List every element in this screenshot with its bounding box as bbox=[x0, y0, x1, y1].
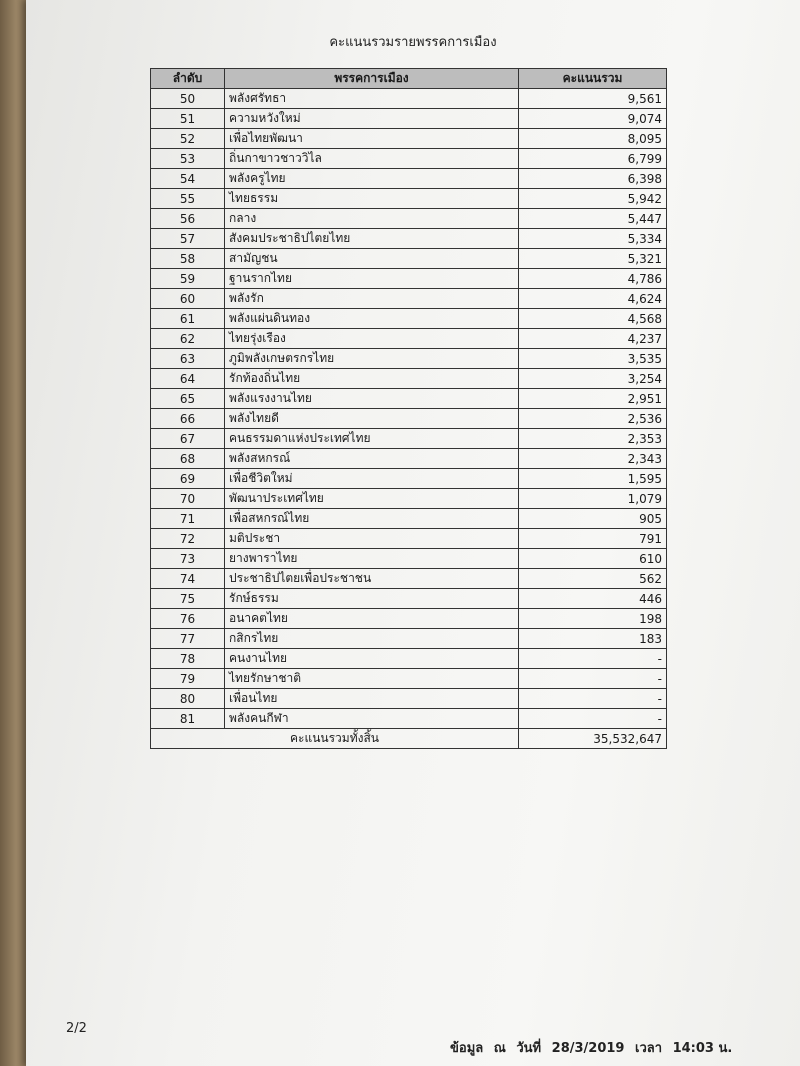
header-party: พรรคการเมือง bbox=[225, 69, 519, 89]
row-rank: 53 bbox=[151, 149, 225, 169]
row-votes: 8,095 bbox=[519, 129, 667, 149]
row-votes: 1,079 bbox=[519, 489, 667, 509]
row-votes: 5,942 bbox=[519, 189, 667, 209]
row-votes: 9,561 bbox=[519, 89, 667, 109]
table-row bbox=[151, 629, 667, 649]
row-party: มติประชา bbox=[225, 529, 519, 549]
row-party: ไทยธรรม bbox=[225, 189, 519, 209]
row-rank: 72 bbox=[151, 529, 225, 549]
header-votes: คะแนนรวม bbox=[519, 69, 667, 89]
table-row bbox=[151, 569, 667, 589]
row-party: กสิกรไทย bbox=[225, 629, 519, 649]
document-title: คะแนนรวมรายพรรคการเมือง bbox=[329, 35, 497, 50]
row-party: ภูมิพลังเกษตรกรไทย bbox=[225, 349, 519, 369]
row-rank: 79 bbox=[151, 669, 225, 689]
row-party: พลังคนกีฬา bbox=[225, 709, 519, 729]
row-votes: - bbox=[519, 669, 667, 689]
row-rank: 73 bbox=[151, 549, 225, 569]
row-party: ถิ่นกาขาวชาววิไล bbox=[225, 149, 519, 169]
row-votes: 905 bbox=[519, 509, 667, 529]
document-page bbox=[26, 0, 800, 1066]
header-rank: ลำดับ bbox=[151, 69, 225, 89]
row-rank: 60 bbox=[151, 289, 225, 309]
footer-label-time: เวลา bbox=[635, 1041, 663, 1056]
row-party: พลังแผ่นดินทอง bbox=[225, 309, 519, 329]
table-row bbox=[151, 109, 667, 129]
total-votes: 35,532,647 bbox=[519, 729, 667, 749]
results-table bbox=[150, 68, 667, 749]
row-rank: 59 bbox=[151, 269, 225, 289]
row-rank: 71 bbox=[151, 509, 225, 529]
row-party: ฐานรากไทย bbox=[225, 269, 519, 289]
row-votes: 562 bbox=[519, 569, 667, 589]
row-votes: 4,568 bbox=[519, 309, 667, 329]
row-votes: 2,536 bbox=[519, 409, 667, 429]
table-row bbox=[151, 129, 667, 149]
row-votes: 2,951 bbox=[519, 389, 667, 409]
row-party: ประชาธิปไตยเพื่อประชาชน bbox=[225, 569, 519, 589]
row-rank: 50 bbox=[151, 89, 225, 109]
table-row bbox=[151, 269, 667, 289]
table-row bbox=[151, 289, 667, 309]
total-label: คะแนนรวมทั้งสิ้น bbox=[151, 729, 519, 749]
table-row bbox=[151, 229, 667, 249]
total-row bbox=[151, 729, 667, 749]
table-row bbox=[151, 309, 667, 329]
row-rank: 74 bbox=[151, 569, 225, 589]
row-votes: 4,786 bbox=[519, 269, 667, 289]
row-party: พลังแรงงานไทย bbox=[225, 389, 519, 409]
row-votes: 9,074 bbox=[519, 109, 667, 129]
table-row bbox=[151, 589, 667, 609]
table-row bbox=[151, 89, 667, 109]
table-row bbox=[151, 369, 667, 389]
row-party: ยางพาราไทย bbox=[225, 549, 519, 569]
footer-time: 14:03 น. bbox=[672, 1041, 733, 1056]
row-rank: 80 bbox=[151, 689, 225, 709]
row-rank: 68 bbox=[151, 449, 225, 469]
row-rank: 75 bbox=[151, 589, 225, 609]
table-row bbox=[151, 149, 667, 169]
row-party: พลังสหกรณ์ bbox=[225, 449, 519, 469]
row-party: สามัญชน bbox=[225, 249, 519, 269]
row-rank: 52 bbox=[151, 129, 225, 149]
row-rank: 61 bbox=[151, 309, 225, 329]
row-votes: 5,321 bbox=[519, 249, 667, 269]
table-row bbox=[151, 669, 667, 689]
row-party: สังคมประชาธิปไตยไทย bbox=[225, 229, 519, 249]
row-votes: 446 bbox=[519, 589, 667, 609]
row-rank: 62 bbox=[151, 329, 225, 349]
row-votes: - bbox=[519, 689, 667, 709]
row-votes: 2,353 bbox=[519, 429, 667, 449]
footer-label-date: วันที่ bbox=[516, 1041, 542, 1056]
row-votes: 3,254 bbox=[519, 369, 667, 389]
row-rank: 63 bbox=[151, 349, 225, 369]
row-votes: 1,595 bbox=[519, 469, 667, 489]
row-votes: 6,799 bbox=[519, 149, 667, 169]
row-party: พลังครูไทย bbox=[225, 169, 519, 189]
row-rank: 77 bbox=[151, 629, 225, 649]
table-row bbox=[151, 649, 667, 669]
row-party: ไทยรุ่งเรือง bbox=[225, 329, 519, 349]
footer-label-data: ข้อมูล bbox=[450, 1041, 484, 1056]
row-party: พลังไทยดี bbox=[225, 409, 519, 429]
row-party: เพื่อไทยพัฒนา bbox=[225, 129, 519, 149]
row-votes: 198 bbox=[519, 609, 667, 629]
row-rank: 51 bbox=[151, 109, 225, 129]
table-row bbox=[151, 529, 667, 549]
timestamp-footer bbox=[450, 1037, 738, 1058]
row-rank: 81 bbox=[151, 709, 225, 729]
row-votes: - bbox=[519, 649, 667, 669]
table-row bbox=[151, 489, 667, 509]
table-row bbox=[151, 549, 667, 569]
row-party: พัฒนาประเทศไทย bbox=[225, 489, 519, 509]
row-votes: 4,237 bbox=[519, 329, 667, 349]
table-row bbox=[151, 209, 667, 229]
row-votes: 5,334 bbox=[519, 229, 667, 249]
row-rank: 54 bbox=[151, 169, 225, 189]
row-party: พลังรัก bbox=[225, 289, 519, 309]
row-rank: 57 bbox=[151, 229, 225, 249]
row-party: อนาคตไทย bbox=[225, 609, 519, 629]
table-row bbox=[151, 329, 667, 349]
footer-label-at: ณ bbox=[493, 1041, 506, 1056]
row-rank: 65 bbox=[151, 389, 225, 409]
row-party: เพื่อสหกรณ์ไทย bbox=[225, 509, 519, 529]
footer-date: 28/3/2019 bbox=[551, 1041, 625, 1056]
row-party: เพื่อชีวิตใหม่ bbox=[225, 469, 519, 489]
table-row bbox=[151, 189, 667, 209]
table-row bbox=[151, 689, 667, 709]
row-party: กลาง bbox=[225, 209, 519, 229]
table-row bbox=[151, 169, 667, 189]
table-row bbox=[151, 469, 667, 489]
row-votes: 2,343 bbox=[519, 449, 667, 469]
row-votes: 5,447 bbox=[519, 209, 667, 229]
table-row bbox=[151, 389, 667, 409]
row-votes: - bbox=[519, 709, 667, 729]
row-rank: 64 bbox=[151, 369, 225, 389]
row-rank: 78 bbox=[151, 649, 225, 669]
table-row bbox=[151, 349, 667, 369]
page-number: 2/2 bbox=[66, 1021, 87, 1036]
table-row bbox=[151, 609, 667, 629]
row-rank: 69 bbox=[151, 469, 225, 489]
row-party: รักท้องถิ่นไทย bbox=[225, 369, 519, 389]
row-rank: 67 bbox=[151, 429, 225, 449]
row-rank: 56 bbox=[151, 209, 225, 229]
row-party: คนงานไทย bbox=[225, 649, 519, 669]
row-party: รักษ์ธรรม bbox=[225, 589, 519, 609]
row-rank: 55 bbox=[151, 189, 225, 209]
row-votes: 791 bbox=[519, 529, 667, 549]
row-party: ความหวังใหม่ bbox=[225, 109, 519, 129]
row-votes: 6,398 bbox=[519, 169, 667, 189]
row-votes: 3,535 bbox=[519, 349, 667, 369]
row-party: เพื่อนไทย bbox=[225, 689, 519, 709]
table-row bbox=[151, 709, 667, 729]
table-row bbox=[151, 509, 667, 529]
table-row bbox=[151, 249, 667, 269]
row-rank: 76 bbox=[151, 609, 225, 629]
row-rank: 66 bbox=[151, 409, 225, 429]
table-row bbox=[151, 429, 667, 449]
table-body bbox=[151, 89, 667, 729]
table-header-row bbox=[151, 69, 667, 89]
row-votes: 610 bbox=[519, 549, 667, 569]
table-row bbox=[151, 449, 667, 469]
row-votes: 183 bbox=[519, 629, 667, 649]
row-rank: 70 bbox=[151, 489, 225, 509]
table-row bbox=[151, 409, 667, 429]
row-party: คนธรรมดาแห่งประเทศไทย bbox=[225, 429, 519, 449]
row-rank: 58 bbox=[151, 249, 225, 269]
row-votes: 4,624 bbox=[519, 289, 667, 309]
row-party: ไทยรักษาชาติ bbox=[225, 669, 519, 689]
row-party: พลังศรัทธา bbox=[225, 89, 519, 109]
